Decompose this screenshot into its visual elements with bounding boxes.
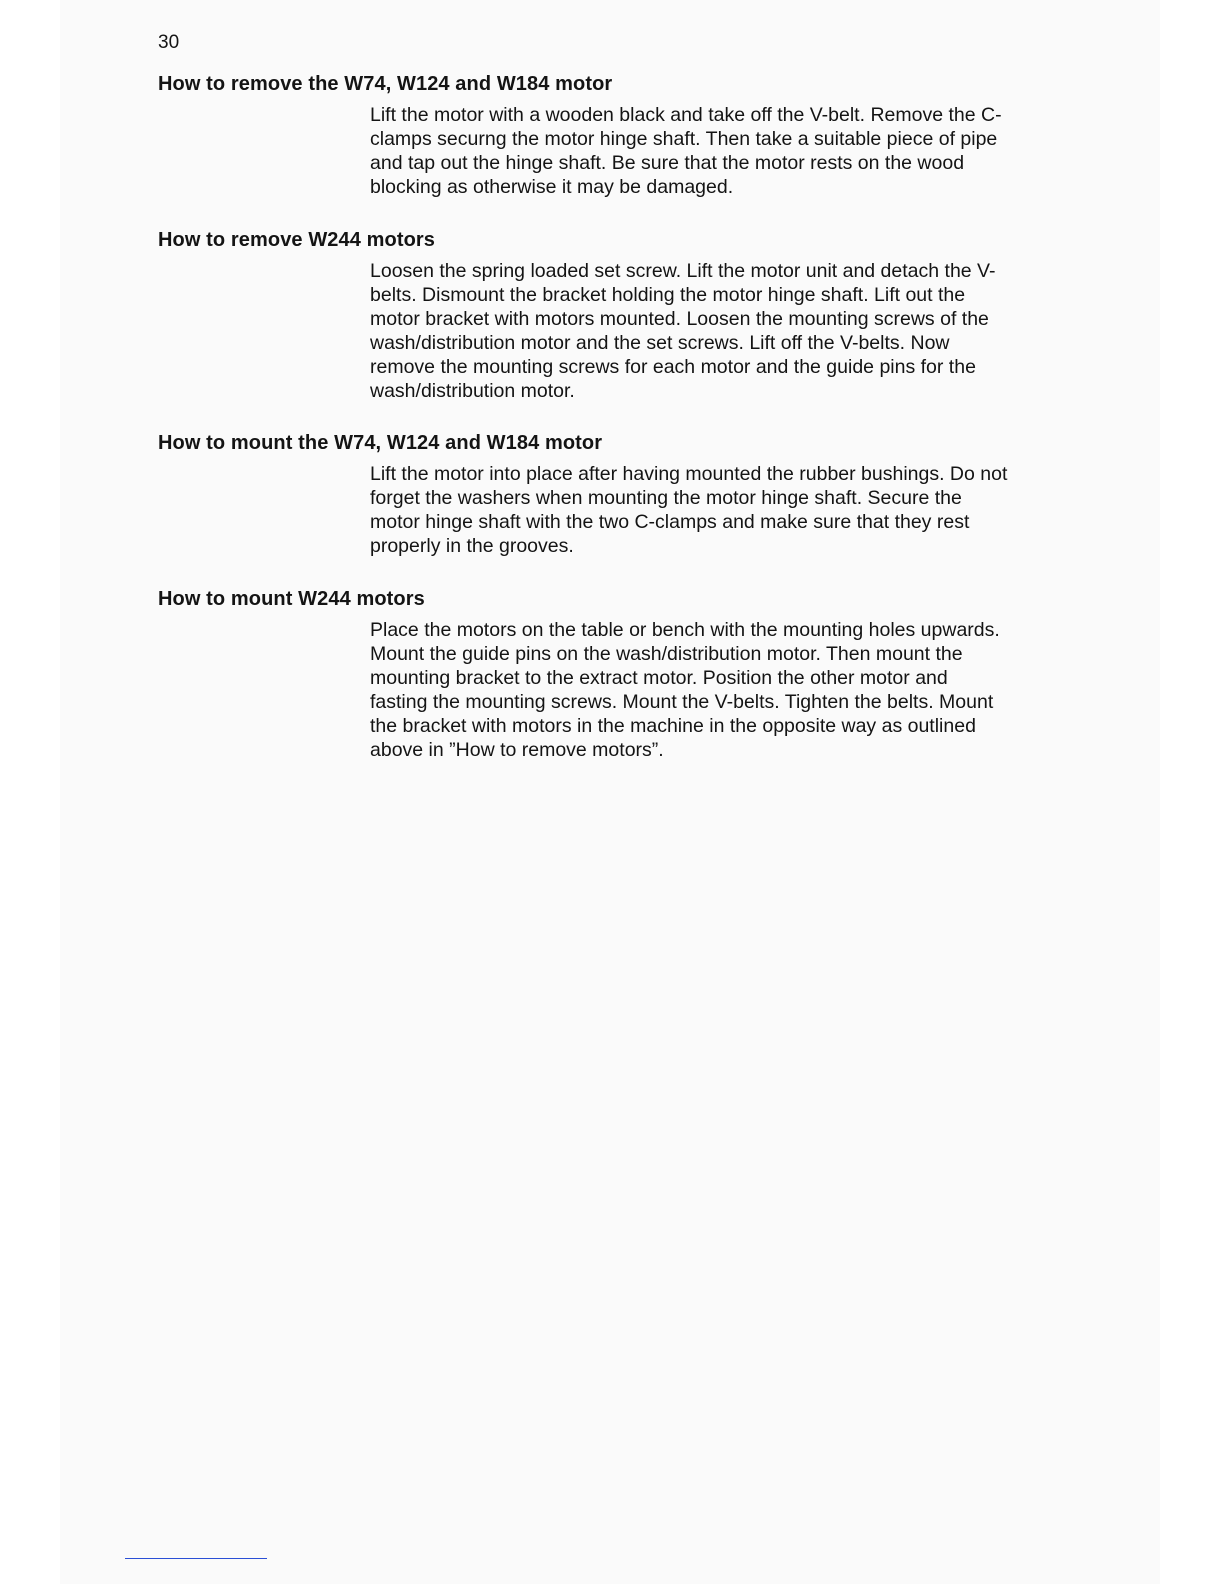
footer-rule <box>125 1558 267 1559</box>
section-mount-w244 <box>158 586 1018 762</box>
section-body: Lift the motor with a wooden black and take off the V-belt. Remove the C-clamps securng the motor hinge shaft. Then take a suitable piece of pipe and tap out the hinge shaft. Be sure that the motor rests on the wood blocking as otherwise it may be damaged. <box>370 104 1002 198</box>
section-heading: How to mount W244 motors <box>158 588 425 610</box>
section-heading: How to remove W244 motors <box>158 229 436 251</box>
section-heading: How to remove the W74, W124 and W184 motor <box>158 73 613 95</box>
section-remove-w74-w124-w184 <box>158 71 1018 199</box>
section-remove-w244 <box>158 227 1018 403</box>
section-body: Lift the motor into place after having mounted the rubber bushings. Do not forget the washers when mounting the motor hinge shaft. Secure the motor hinge shaft with the two C-clamps and make sure that they rest properly in the grooves. <box>370 463 1008 557</box>
section-body: Loosen the spring loaded set screw. Lift the motor unit and detach the V-belts. Dismount the bracket holding the motor hinge shaft. Lift out the motor bracket with motors mounted. Loosen the mounting screws of the wash/distribution motor and the set screws. Lift off the V-belts. Now remove the mounting screws for each motor and the guide pins for the wash/distribution motor. <box>370 260 996 402</box>
section-body: Place the motors on the table or bench with the mounting holes upwards. Mount the guide pins on the wash/distribution motor. Then mount the mounting bracket to the extract motor. Position the other motor and fasting the mounting screws. Mount the V-belts. Tighten the belts. Mount the bracket with motors in the machine in the opposite way as outlined above in ”How to remove motors”. <box>370 619 1000 761</box>
section-mount-w74-w124-w184 <box>158 430 1018 558</box>
section-heading: How to mount the W74, W124 and W184 motor <box>158 432 603 454</box>
page-number: 30 <box>158 32 180 53</box>
